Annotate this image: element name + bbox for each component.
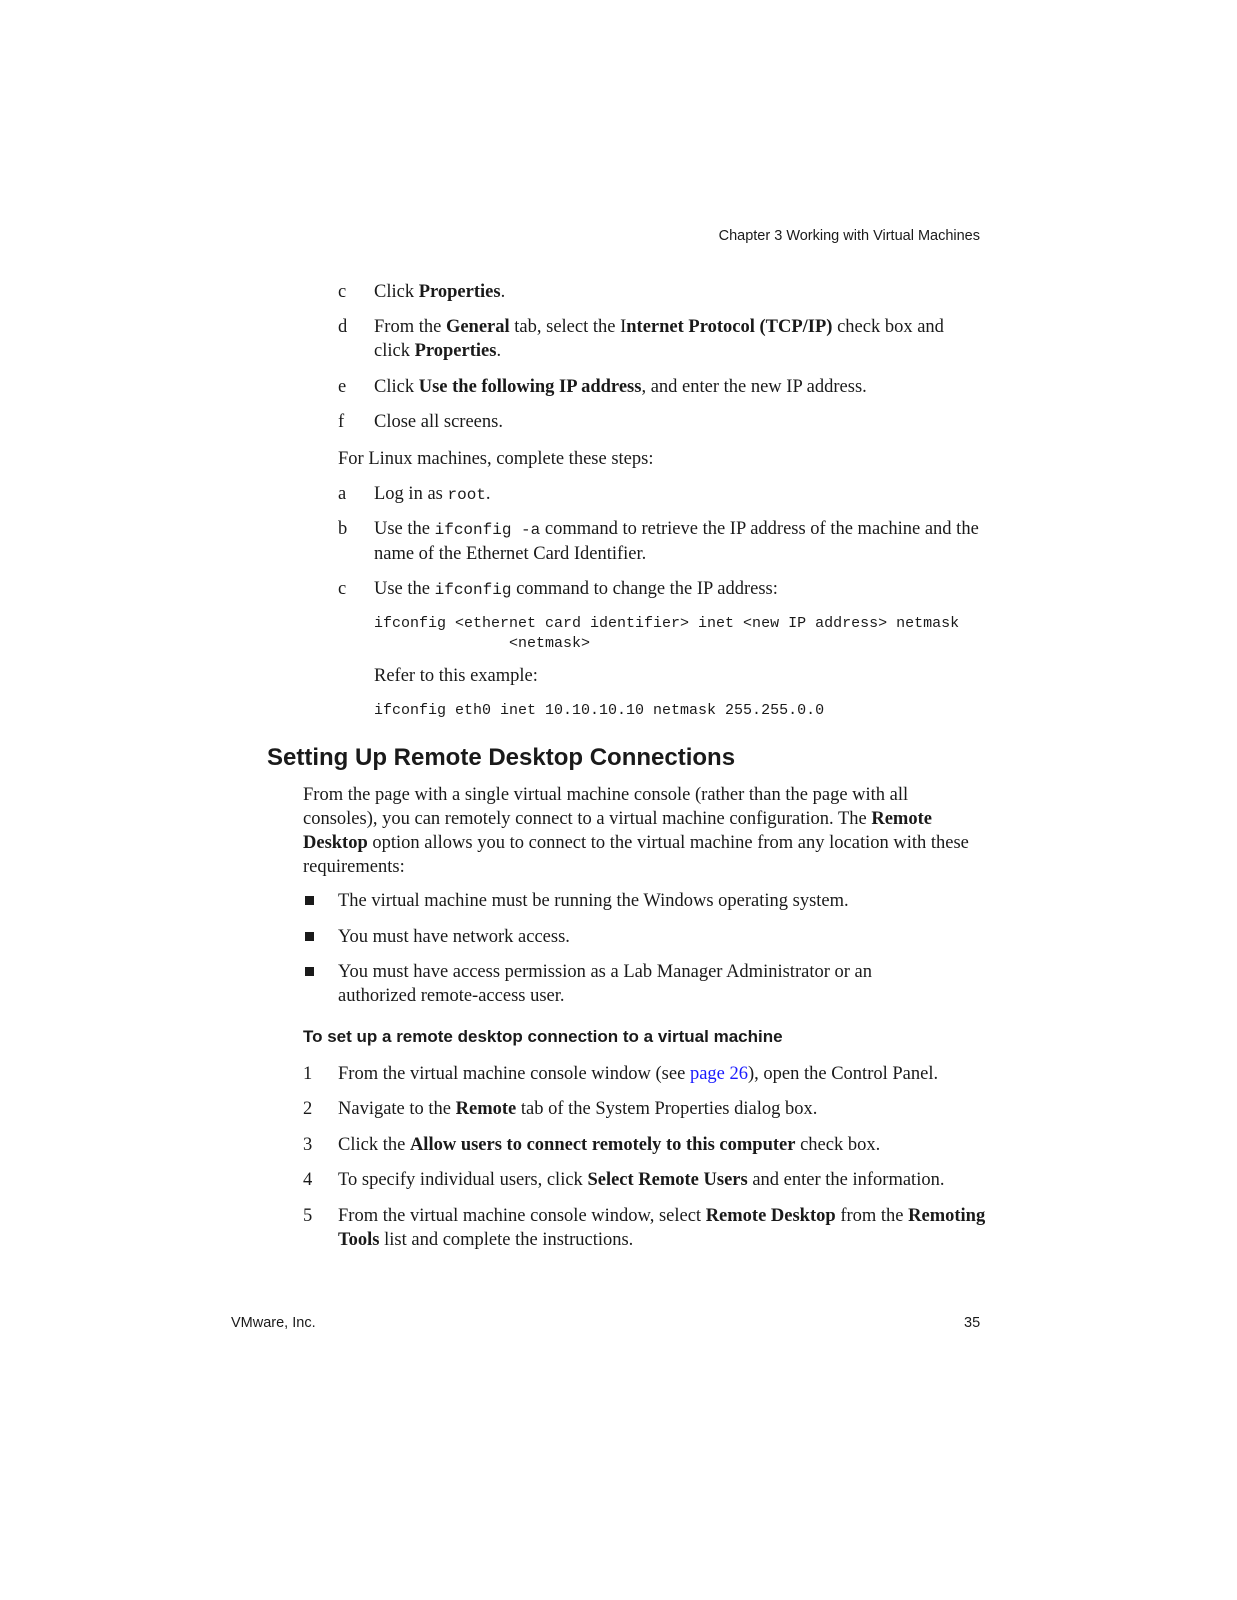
step-text: from the (835, 1206, 909, 1226)
windows-step-d (374, 315, 984, 363)
paragraph-text: option allows you to connect to the virtual machine from any location with these requirements: (303, 833, 969, 877)
step-text: check box. (795, 1135, 881, 1155)
step-number: 2 (303, 1099, 313, 1119)
step-text: tab, select the I (509, 317, 627, 337)
bullet-square-icon (305, 932, 314, 941)
code-block-ifconfig-syntax: ifconfig <ethernet card identifier> inet <new IP address> netmask <netmask> (374, 615, 960, 652)
procedure-step-3 (338, 1133, 988, 1157)
procedure-heading: To set up a remote desktop connection to a virtual machine (303, 1027, 783, 1046)
step-marker: c (338, 282, 347, 302)
step-text: From the virtual machine console window (see (338, 1064, 690, 1084)
procedure-step-1 (338, 1062, 988, 1086)
bullet-square-icon (305, 896, 314, 905)
list-item: The virtual machine must be running the Windows operating system. (338, 891, 849, 911)
step-text: check box and click (374, 317, 944, 361)
refer-text: Refer to this example: (374, 666, 538, 686)
ui-label: Use the following IP address (418, 377, 642, 397)
procedure-step-5 (338, 1204, 988, 1252)
linux-step-a (374, 482, 984, 507)
ui-label: Remoting Tools (338, 1206, 986, 1250)
step-text: command to change the IP address: (511, 579, 778, 599)
step-text: tab of the System Properties dialog box. (516, 1099, 818, 1119)
ui-label: General (445, 317, 510, 337)
step-number: 5 (303, 1206, 313, 1226)
inline-code: ifconfig (434, 581, 512, 599)
step-text: Log in as (374, 484, 448, 504)
inline-code: root (447, 486, 486, 504)
bullet-square-icon (305, 967, 314, 976)
page-number: 35 (964, 1315, 981, 1331)
list-item: You must have network access. (338, 927, 570, 947)
running-header: Chapter 3 Working with Virtual Machines (718, 228, 980, 244)
windows-step-e (374, 375, 984, 399)
ui-label: Select Remote Users (587, 1170, 748, 1190)
step-text: . (485, 484, 491, 504)
step-number: 1 (303, 1064, 313, 1084)
procedure-step-4 (338, 1168, 988, 1192)
ui-label: Allow users to connect remotely to this computer (409, 1135, 796, 1155)
code-block-ifconfig-example: ifconfig eth0 inet 10.10.10.10 netmask 255.255.0.0 (374, 702, 825, 719)
ui-label: Remote Desktop (705, 1206, 836, 1226)
linux-step-c (374, 577, 984, 602)
step-text: list and complete the instructions. (379, 1230, 634, 1250)
step-text: Click the (338, 1135, 410, 1155)
step-text: Click (374, 282, 419, 302)
step-text: Click (374, 377, 419, 397)
step-marker: c (338, 579, 347, 599)
step-text: To specify individual users, click (338, 1170, 588, 1190)
inline-code: ifconfig -a (434, 521, 541, 539)
list-item: You must have access permission as a Lab Manager Administrator or an authorized remote-access user. (338, 962, 872, 1006)
page-26-link[interactable]: page 26 (689, 1064, 748, 1084)
windows-step-c (374, 280, 984, 304)
step-text: ), open the Control Panel. (748, 1064, 939, 1084)
ui-label: Remote Desktop (303, 809, 932, 853)
windows-step-f (374, 410, 984, 434)
step-marker: e (338, 377, 347, 397)
paragraph-text: From the page with a single virtual machine console (rather than the page with all consoles), you can remotely connect to a virtual machine configuration. The (303, 785, 909, 829)
ui-label: Properties (414, 341, 497, 361)
step-marker: f (338, 412, 345, 432)
step-text: . (500, 282, 506, 302)
ui-label: nternet Protocol (TCP/IP) (626, 317, 833, 337)
procedure-step-2 (338, 1097, 988, 1121)
linux-intro: For Linux machines, complete these steps: (338, 449, 654, 469)
step-text: . (496, 341, 502, 361)
step-marker: a (338, 484, 347, 504)
step-text: Use the (374, 579, 435, 599)
footer-company: VMware, Inc. (231, 1315, 316, 1331)
step-text: command to retrieve the IP address of the machine and the name of the Ethernet Card Identifier. (374, 519, 979, 564)
step-text: Close all screens. (374, 412, 503, 432)
ui-label: Properties (418, 282, 501, 302)
linux-step-b (374, 517, 984, 566)
step-marker: d (338, 317, 348, 337)
step-marker: b (338, 519, 348, 539)
step-text: From the (374, 317, 446, 337)
step-text: , and enter the new IP address. (641, 377, 867, 397)
step-number: 4 (303, 1170, 313, 1190)
ui-label: Remote (455, 1099, 517, 1119)
step-text: From the virtual machine console window, select (338, 1206, 706, 1226)
step-text: Use the (374, 519, 435, 539)
step-text: and enter the information. (747, 1170, 945, 1190)
step-number: 3 (303, 1135, 313, 1155)
section-heading: Setting Up Remote Desktop Connections (267, 744, 736, 771)
step-text: Navigate to the (338, 1099, 456, 1119)
section-paragraph (303, 783, 983, 879)
